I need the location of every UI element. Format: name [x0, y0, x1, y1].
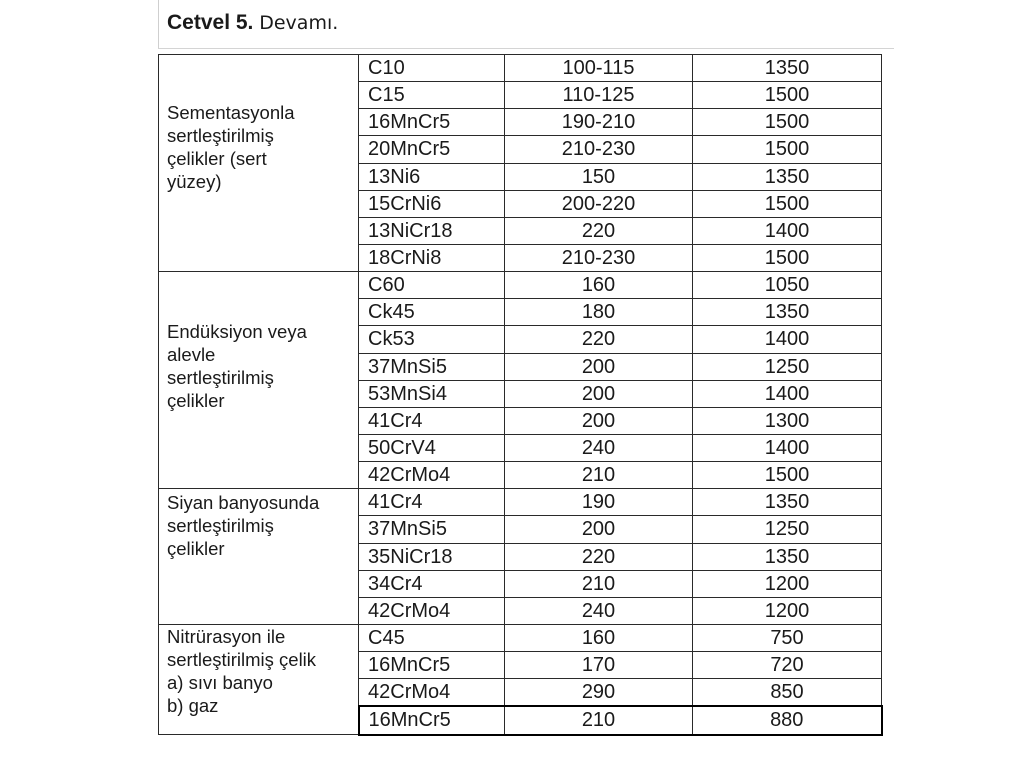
title-normal: Devamı. — [259, 12, 339, 34]
steel-grade-cell: 15CrNi6 — [359, 190, 505, 217]
group-label-line: sertleştirilmiş — [167, 125, 274, 146]
temperature-cell: 850 — [693, 679, 882, 707]
group-label-cell — [159, 489, 359, 625]
title-bar — [158, 0, 894, 49]
temperature-cell: 1400 — [693, 217, 882, 244]
temperature-cell: 1200 — [693, 597, 882, 624]
temperature-cell: 880 — [693, 706, 882, 734]
hardness-cell: 220 — [505, 326, 693, 353]
hardness-cell: 220 — [505, 217, 693, 244]
hardness-cell: 150 — [505, 163, 693, 190]
hardness-cell: 210 — [505, 706, 693, 734]
hardness-cell: 210 — [505, 462, 693, 489]
hardness-cell: 180 — [505, 299, 693, 326]
group-label-cell — [159, 55, 359, 272]
steel-grade-cell: C45 — [359, 624, 505, 651]
steel-grade-cell: 34Cr4 — [359, 570, 505, 597]
hardness-cell: 190-210 — [505, 109, 693, 136]
temperature-cell: 1400 — [693, 326, 882, 353]
steel-grade-cell: 13NiCr18 — [359, 217, 505, 244]
title-bold: Cetvel 5. — [167, 11, 254, 34]
table-row — [159, 624, 882, 651]
group-label-line: çelikler — [167, 538, 225, 560]
hardness-cell: 200 — [505, 407, 693, 434]
steel-grade-cell: 16MnCr5 — [359, 109, 505, 136]
group-label-line: Nitrürasyon ile — [167, 625, 286, 647]
hardness-cell: 170 — [505, 652, 693, 679]
group-label-line: Endüksiyon veya — [167, 321, 307, 343]
table-row — [159, 489, 882, 516]
hardness-cell: 200 — [505, 516, 693, 543]
temperature-cell: 1350 — [693, 543, 882, 570]
hardness-cell: 200 — [505, 380, 693, 407]
temperature-cell: 1200 — [693, 570, 882, 597]
steel-grade-cell: 37MnSi5 — [359, 353, 505, 380]
group-label-line: çelikler — [167, 390, 225, 412]
temperature-cell: 1050 — [693, 272, 882, 299]
steel-grade-cell: 53MnSi4 — [359, 380, 505, 407]
hardness-cell: 220 — [505, 543, 693, 570]
steel-table-body — [159, 55, 882, 735]
temperature-cell: 1400 — [693, 380, 882, 407]
group-label-line: sertleştirilmiş çelik — [167, 648, 317, 670]
hardness-cell: 290 — [505, 679, 693, 707]
steel-grade-cell: 13Ni6 — [359, 163, 505, 190]
steel-grade-cell: C60 — [359, 272, 505, 299]
group-label-cell — [159, 272, 359, 489]
temperature-cell: 1500 — [693, 109, 882, 136]
hardness-cell: 210 — [505, 570, 693, 597]
steel-grade-cell: 18CrNi8 — [359, 244, 505, 271]
steel-grade-cell: C15 — [359, 82, 505, 109]
table-row — [159, 55, 882, 82]
steel-grade-cell: 35NiCr18 — [359, 543, 505, 570]
steel-grade-cell: 42CrMo4 — [359, 597, 505, 624]
steel-grade-cell: Ck45 — [359, 299, 505, 326]
temperature-cell: 1500 — [693, 82, 882, 109]
temperature-cell: 1250 — [693, 353, 882, 380]
group-label-line: yüzey) — [167, 171, 222, 192]
steel-grade-cell: 16MnCr5 — [359, 706, 505, 734]
hardness-cell: 160 — [505, 624, 693, 651]
hardness-cell: 240 — [505, 597, 693, 624]
hardness-cell: 200 — [505, 353, 693, 380]
steel-grade-cell: C10 — [359, 55, 505, 82]
group-label-line: sertleştirilmiş — [167, 515, 274, 537]
temperature-cell: 1300 — [693, 407, 882, 434]
hardness-cell: 210-230 — [505, 244, 693, 271]
steel-grade-cell: 16MnCr5 — [359, 652, 505, 679]
steel-grade-cell: 20MnCr5 — [359, 136, 505, 163]
temperature-cell: 1400 — [693, 434, 882, 461]
hardness-cell: 200-220 — [505, 190, 693, 217]
hardness-cell: 210-230 — [505, 136, 693, 163]
hardness-cell: 100-115 — [505, 55, 693, 82]
temperature-cell: 1350 — [693, 55, 882, 82]
group-label-line: b) gaz — [167, 694, 219, 716]
temperature-cell: 1350 — [693, 163, 882, 190]
hardness-cell: 110-125 — [505, 82, 693, 109]
temperature-cell: 1500 — [693, 244, 882, 271]
temperature-cell: 1350 — [693, 299, 882, 326]
steel-grade-cell: 42CrMo4 — [359, 679, 505, 707]
group-label-line: Sementasyonla — [167, 102, 295, 123]
hardness-cell: 240 — [505, 434, 693, 461]
group-label-cell — [159, 624, 359, 734]
steel-grade-cell: 41Cr4 — [359, 407, 505, 434]
temperature-cell: 1250 — [693, 516, 882, 543]
group-label-line: çelikler (sert — [167, 148, 267, 169]
steel-grade-cell: 50CrV4 — [359, 434, 505, 461]
temperature-cell: 1500 — [693, 136, 882, 163]
temperature-cell: 1500 — [693, 190, 882, 217]
hardness-cell: 160 — [505, 272, 693, 299]
group-label-line: Siyan banyosunda — [167, 492, 320, 514]
table-row — [159, 272, 882, 299]
temperature-cell: 750 — [693, 624, 882, 651]
steel-grade-cell: Ck53 — [359, 326, 505, 353]
temperature-cell: 720 — [693, 652, 882, 679]
group-label-line: alevle — [167, 344, 216, 366]
steel-table — [158, 54, 883, 736]
temperature-cell: 1350 — [693, 489, 882, 516]
steel-grade-cell: 42CrMo4 — [359, 462, 505, 489]
group-label-line: sertleştirilmiş — [167, 367, 274, 389]
steel-grade-cell: 37MnSi5 — [359, 516, 505, 543]
hardness-cell: 190 — [505, 489, 693, 516]
temperature-cell: 1500 — [693, 462, 882, 489]
steel-grade-cell: 41Cr4 — [359, 489, 505, 516]
page-title — [167, 11, 338, 35]
group-label-line: a) sıvı banyo — [167, 671, 273, 693]
